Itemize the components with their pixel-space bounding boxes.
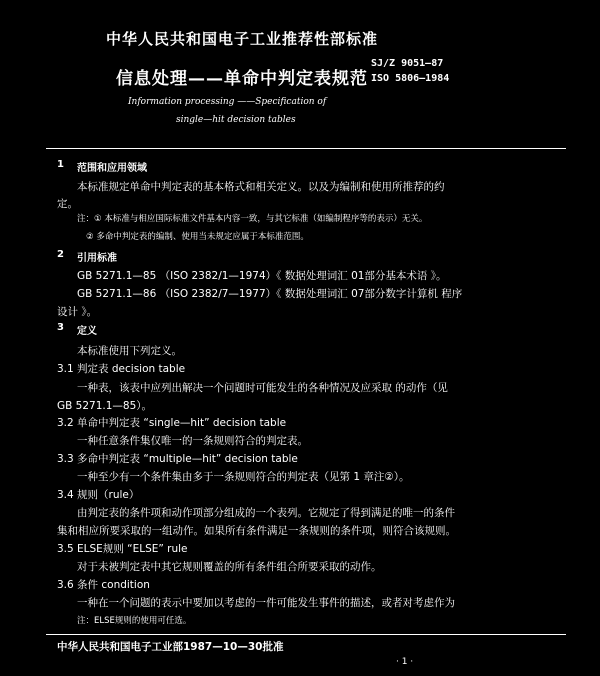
- section-2-number: 2: [57, 249, 64, 260]
- iso-code: ISO 5806—1984: [371, 73, 450, 84]
- section-3-intro: 本标准使用下列定义。: [77, 345, 182, 357]
- english-title-line2: single—hit decision tables: [176, 115, 296, 125]
- definition-3-2-body: 一种任意条件集仅唯一的一条规则符合的判定表。: [77, 435, 308, 447]
- section-3-number: 3: [57, 322, 64, 333]
- definition-3-4-body: 由判定表的条件项和动作项部分组成的一个表列。它规定了得到满足的唯一的条件: [77, 507, 455, 519]
- definition-3-3-heading: 3.3 多命中判定表 “multiple—hit” decision table: [57, 453, 298, 465]
- document-title: 信息处理——单命中判定表规范: [116, 69, 368, 89]
- header-divider: [46, 148, 566, 149]
- definition-3-5-body: 对于未被判定表中其它规则覆盖的所有条件组合所要采取的动作。: [77, 561, 382, 573]
- standard-code: SJ/Z 9051—87: [371, 58, 444, 69]
- section-2-title: 引用标准: [77, 253, 117, 264]
- section-1-body-cont: 定。: [57, 198, 78, 210]
- definition-3-3-body: 一种至少有一个条件集由多于一条规则符合的判定表（见第 1 章注②）。: [77, 471, 410, 483]
- approval-line: 中华人民共和国电子工业部1987—10—30批准: [57, 641, 284, 653]
- section-1-body: 本标准规定单命中判定表的基本格式和相关定义。以及为编制和使用所推荐的约: [77, 181, 445, 193]
- definition-3-6-heading: 3.6 条件 condition: [57, 579, 150, 591]
- definition-3-4-heading: 3.4 规则（rule）: [57, 489, 140, 501]
- definition-3-5-heading: 3.5 ELSE规则 “ELSE” rule: [57, 543, 188, 555]
- definition-3-6-body: 一种在一个问题的表示中要加以考虑的一件可能发生事件的描述，或者对考虑作为: [77, 597, 455, 609]
- section-1-title: 范围和应用领域: [77, 163, 147, 174]
- reference-2-cont: 设计 》。: [57, 306, 98, 318]
- page-number: · 1 ·: [396, 657, 414, 667]
- definition-3-1-body: 一种表，该表中应列出解决一个问题时可能发生的各种情况及应采取 的动作（见: [77, 382, 448, 394]
- footer-divider: [46, 634, 566, 635]
- reference-2: GB 5271.1—86 （ISO 2382/7—1977）《 数据处理词汇 07部分数字计算机 程序: [77, 288, 463, 300]
- section-1-number: 1: [57, 159, 64, 170]
- definition-3-2-heading: 3.2 单命中判定表 “single—hit” decision table: [57, 417, 287, 429]
- reference-1: GB 5271.1—85 （ISO 2382/1—1974）《 数据处理词汇 01部分基本术语 》。: [77, 270, 447, 282]
- definition-3-1-body-cont: GB 5271.1—85）。: [57, 400, 153, 412]
- section-1-note-2: ② 多命中判定表的编制、使用当未规定应属于本标准范围。: [86, 232, 309, 242]
- english-title-line1: Information processing ——Specification of: [128, 97, 327, 107]
- footnote: 注：ELSE规则的使用可任选。: [77, 616, 192, 626]
- definition-3-1-heading: 3.1 判定表 decision table: [57, 363, 186, 375]
- section-1-note-1: 注：① 本标准与相应国际标准文件基本内容一致，与其它标准（如编制程序等的表示）无关。: [77, 214, 428, 224]
- standard-category-title: 中华人民共和国电子工业推荐性部标准: [106, 30, 379, 48]
- definition-3-4-body-cont: 集和相应所要采取的一组动作。如果所有条件满足一条规则的条件项，则符合该规则。: [57, 525, 456, 537]
- section-3-title: 定义: [77, 326, 97, 337]
